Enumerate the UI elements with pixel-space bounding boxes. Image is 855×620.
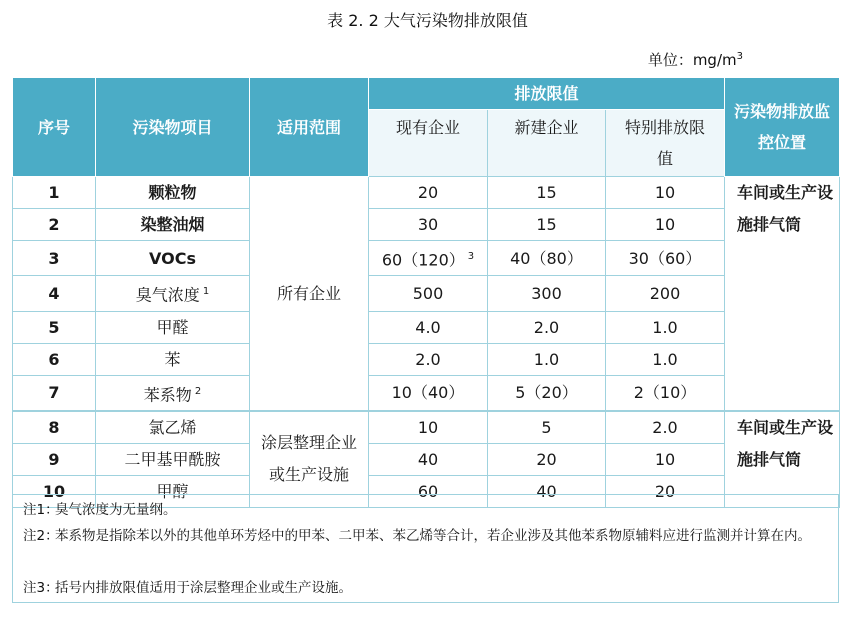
cell-pollutant: 染整油烟	[96, 209, 250, 241]
table-title: 表 2. 2 大气污染物排放限值	[327, 11, 528, 30]
cell-special: 1.0	[606, 311, 725, 343]
note-2: 注2： 苯系物是指除苯以外的其他单环芳烃中的甲苯、二甲苯、苯乙烯等合计，若企业涉及其他苯系物原辅料应进行监测并计算在内。	[23, 528, 811, 544]
note-3: 注3： 括号内排放限值适用于涂层整理企业或生产设施。	[23, 580, 352, 596]
cell-existing: 20	[369, 177, 488, 209]
table-row	[13, 241, 840, 276]
cell-seq: 10	[13, 475, 96, 507]
table-row	[13, 375, 840, 411]
cell-pollutant: 苯	[96, 343, 250, 375]
header-limit-group: 排放限值	[369, 78, 725, 110]
table-row	[13, 177, 840, 209]
cell-pollutant: 颗粒物	[96, 177, 250, 209]
cell-special: 200	[606, 276, 725, 311]
header-pollutant: 污染物项目	[96, 78, 250, 177]
cell-monitor-position: 车间或生产设施排气筒	[725, 411, 840, 508]
cell-existing: 10（40）	[369, 375, 488, 411]
cell-scope-all: 所有企业	[250, 177, 369, 411]
header-existing: 现有企业	[369, 110, 488, 177]
cell-new: 15	[488, 177, 606, 209]
header-special: 特别排放限值	[606, 110, 725, 177]
header-monitor: 污染物排放监控位置	[725, 78, 840, 177]
cell-new: 5（20）	[488, 375, 606, 411]
cell-new: 300	[488, 276, 606, 311]
notes-box	[12, 494, 839, 603]
cell-new: 20	[488, 443, 606, 475]
cell-seq: 8	[13, 411, 96, 444]
cell-pollutant: VOCs	[96, 241, 250, 276]
cell-special: 30（60）	[606, 241, 725, 276]
cell-pollutant: 氯乙烯	[96, 411, 250, 444]
cell-existing: 500	[369, 276, 488, 311]
header-scope: 适用范围	[250, 78, 369, 177]
cell-seq: 5	[13, 311, 96, 343]
cell-pollutant: 甲醛	[96, 311, 250, 343]
cell-pollutant: 臭气浓度 $^1$	[96, 276, 250, 311]
cell-existing: 60（120） $^3$	[369, 241, 488, 276]
table-row	[13, 443, 840, 475]
cell-seq: 7	[13, 375, 96, 411]
header-new: 新建企业	[488, 110, 606, 177]
cell-new: 5	[488, 411, 606, 444]
table-row	[13, 343, 840, 375]
header-seq: 序号	[13, 78, 96, 177]
cell-existing: 10	[369, 411, 488, 444]
cell-seq: 4	[13, 276, 96, 311]
table-row	[13, 311, 840, 343]
note-1: 注1： 臭气浓度为无量纲。	[23, 502, 177, 518]
cell-new: 2.0	[488, 311, 606, 343]
cell-seq: 6	[13, 343, 96, 375]
cell-existing: 40	[369, 443, 488, 475]
cell-seq: 9	[13, 443, 96, 475]
table-row	[13, 276, 840, 311]
cell-new: 15	[488, 209, 606, 241]
cell-seq: 2	[13, 209, 96, 241]
cell-special: 2.0	[606, 411, 725, 444]
table-row	[13, 209, 840, 241]
cell-pollutant: 甲醇	[96, 475, 250, 507]
cell-existing: 30	[369, 209, 488, 241]
cell-special: 2（10）	[606, 375, 725, 411]
cell-special: 20	[606, 475, 725, 507]
cell-seq: 3	[13, 241, 96, 276]
cell-scope-coating: 涂层整理企业或生产设施	[250, 411, 369, 508]
cell-new: 1.0	[488, 343, 606, 375]
cell-existing: 2.0	[369, 343, 488, 375]
cell-special: 10	[606, 443, 725, 475]
cell-pollutant: 二甲基甲酰胺	[96, 443, 250, 475]
cell-special: 10	[606, 177, 725, 209]
cell-pollutant: 苯系物 $^2$	[96, 375, 250, 411]
table-row	[13, 411, 840, 444]
cell-seq: 1	[13, 177, 96, 209]
emission-limits-table	[12, 77, 840, 508]
cell-special: 10	[606, 209, 725, 241]
cell-special: 1.0	[606, 343, 725, 375]
cell-monitor-position: 车间或生产设施排气筒	[725, 177, 840, 411]
cell-new: 40	[488, 475, 606, 507]
cell-existing: 60	[369, 475, 488, 507]
cell-existing: 4.0	[369, 311, 488, 343]
unit-label: 单位：$mg/m^3$	[647, 51, 743, 69]
cell-new: 40（80）	[488, 241, 606, 276]
